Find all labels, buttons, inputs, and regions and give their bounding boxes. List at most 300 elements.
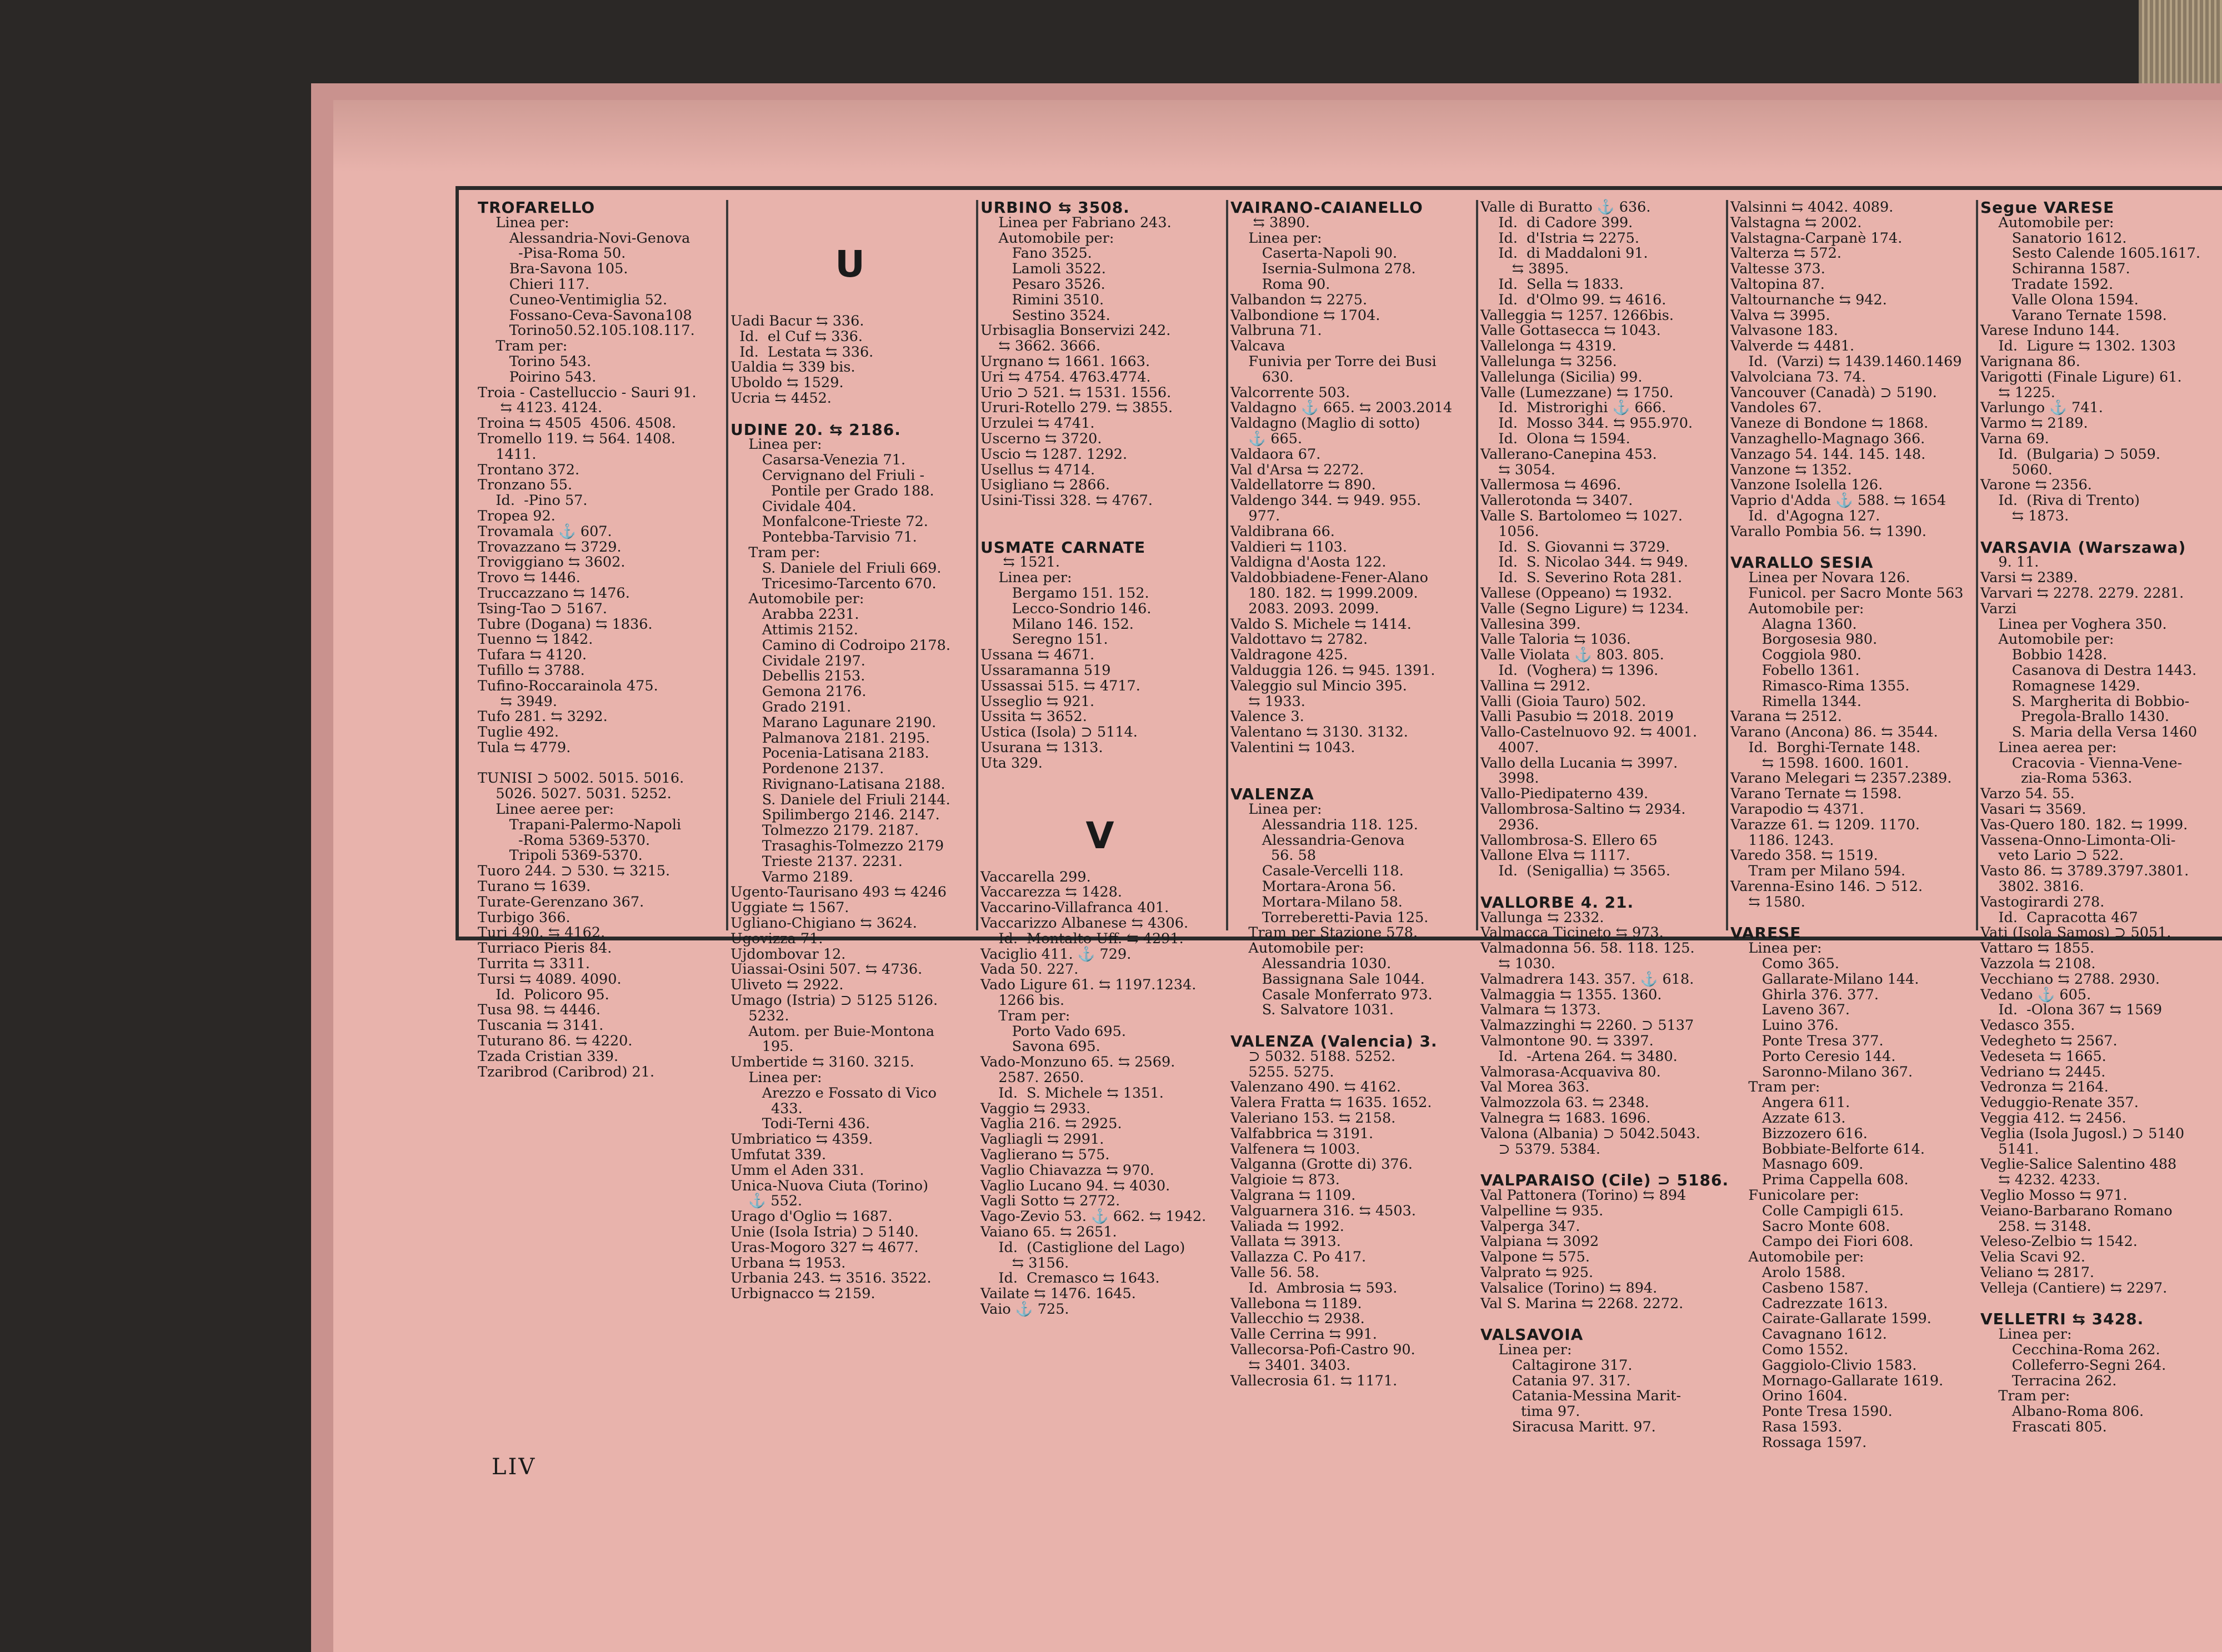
index-entry: Bobbiate-Belforte 614.: [1730, 1140, 1925, 1158]
index-entry: Valdellatorre ⇆ 890.: [1230, 477, 1376, 494]
index-entry: Vaccarella 299.: [980, 868, 1091, 885]
index-entry: 1186. 1243.: [1730, 832, 1834, 849]
index-entry: Valsalice (Torino) ⇆ 894.: [1480, 1279, 1658, 1296]
index-entry: Troviggiano ⇆ 3602.: [478, 554, 625, 571]
index-entry: Varzo 54. 55.: [1980, 785, 2075, 803]
page-number: LIV: [492, 1454, 537, 1480]
section-letter: U: [835, 243, 865, 286]
index-heading: VARSAVIA (Warszawa): [1980, 538, 2186, 557]
index-entry: Valpelline ⇆ 935.: [1480, 1202, 1604, 1219]
index-entry: Tufillo ⇆ 3788.: [478, 662, 585, 679]
index-entry: 3998.: [1480, 770, 1539, 787]
index-entry: Tradate 1592.: [1980, 276, 2114, 293]
index-heading: URBINO ⇆ 3508.: [980, 198, 1130, 217]
index-entry: Vallo della Lucania ⇆ 3997.: [1480, 754, 1678, 772]
index-entry: Trasaghis-Tolmezzo 2179: [730, 838, 944, 855]
index-entry: Truccazzano ⇆ 1476.: [478, 584, 630, 602]
index-entry: Urbisaglia Bonservizi 242.: [980, 322, 1171, 339]
index-entry: Chieri 117.: [478, 276, 590, 293]
index-entry: Automobile per:: [1230, 940, 1364, 957]
index-entry: Vassena-Onno-Limonta-Oli-: [1980, 832, 2176, 849]
index-entry: ⇆ 1521.: [980, 554, 1060, 571]
index-entry: Veiano-Barbarano Romano: [1980, 1202, 2173, 1219]
index-entry: Pontebba-Tarvisio 71.: [730, 529, 917, 546]
index-entry: Umbertide ⇆ 3160. 3215.: [730, 1054, 914, 1071]
index-entry: Vaccarino-Villafranca 401.: [980, 899, 1169, 917]
index-entry: Tufo 281. ⇆ 3292.: [478, 708, 608, 725]
index-entry: Veleso-Zelbio ⇆ 1542.: [1980, 1233, 2138, 1250]
index-entry: Roma 90.: [1230, 276, 1330, 293]
index-entry: Valnegra ⇆ 1683. 1696.: [1480, 1110, 1651, 1127]
index-entry: Caltagirone 317.: [1480, 1356, 1633, 1374]
index-heading: VALLORBE 4. 21.: [1480, 893, 1634, 912]
index-entry: Id. (Bulgaria) ⊃ 5059.: [1980, 445, 2161, 463]
index-entry: Id. (Varzi) ⇆ 1439.1460.1469: [1730, 353, 1962, 370]
index-entry: Varana ⇆ 2512.: [1730, 708, 1842, 725]
index-entry: Uscerno ⇆ 3720.: [980, 430, 1102, 447]
index-entry: Id. Mistrorighi ⚓ 666.: [1480, 399, 1666, 417]
index-entry: Todi-Terni 436.: [730, 1115, 870, 1133]
index-entry: 433.: [730, 1100, 803, 1117]
index-entry: Valle Cerrina ⇆ 991.: [1230, 1326, 1377, 1343]
index-entry: Linee aeree per:: [478, 801, 614, 818]
index-entry: [1480, 1157, 1719, 1173]
index-entry: Id. di Maddaloni 91.: [1480, 245, 1648, 262]
index-entry: Velleja (Cantiere) ⇆ 2297.: [1980, 1279, 2168, 1296]
index-entry: Vattaro ⇆ 1855.: [1980, 940, 2095, 957]
index-entry: [1980, 1296, 2219, 1312]
index-entry: Vaccarezza ⇆ 1428.: [980, 884, 1122, 901]
index-entry: [980, 787, 1219, 802]
index-entry: Linea aerea per:: [1980, 739, 2117, 756]
index-entry: Rimella 1344.: [1730, 693, 1861, 710]
index-entry: Tuturano 86. ⇆ 4220.: [478, 1033, 633, 1050]
index-entry: Tram per:: [730, 544, 820, 561]
index-entry: 1056.: [1480, 523, 1539, 540]
index-entry: Usurana ⇆ 1313.: [980, 739, 1103, 756]
index-entry: 5141.: [1980, 1140, 2039, 1158]
index-column-3: [980, 198, 1219, 1318]
index-entry: Valguarnera 316. ⇆ 4503.: [1230, 1202, 1416, 1219]
index-entry: Seregno 151.: [980, 631, 1108, 648]
index-entry: Uggiate ⇆ 1567.: [730, 899, 849, 917]
index-column-5: [1480, 199, 1729, 1435]
index-entry: Vasto 86. ⇆ 3789.3797.3801.: [1980, 863, 2189, 880]
index-entry: Valleggia ⇆ 1257. 1266bis.: [1480, 307, 1674, 324]
index-entry: Id. d'Agogna 127.: [1730, 507, 1880, 524]
index-entry: Vallerotonda ⇆ 3407.: [1480, 492, 1633, 509]
index-entry: Troina ⇆ 4505 4506. 4508.: [478, 415, 677, 432]
index-entry: 56. 58: [1230, 847, 1317, 864]
index-entry: Valmorasa-Acquaviva 80.: [1480, 1063, 1661, 1080]
index-entry: Id. Sella ⇆ 1833.: [1480, 276, 1624, 293]
index-entry: Id. (Castiglione del Lago): [980, 1239, 1185, 1256]
index-entry: Trontano 372.: [478, 461, 580, 478]
index-entry: Vedano ⚓ 605.: [1980, 986, 2091, 1003]
index-entry: Tufino-Roccarainola 475.: [478, 677, 658, 694]
index-entry: Valprato ⇆ 925.: [1480, 1264, 1594, 1281]
index-entry: Tufara ⇆ 4120.: [478, 647, 587, 664]
index-entry: Trieste 2137. 2231.: [730, 853, 903, 870]
index-entry: Urago d'Oglio ⇆ 1687.: [730, 1208, 893, 1225]
index-entry: Veggia 412. ⇆ 2456.: [1980, 1110, 2126, 1127]
index-entry: [1230, 771, 1469, 787]
index-entry: Valtournanche ⇆ 942.: [1730, 291, 1887, 308]
index-entry: [1480, 879, 1719, 895]
index-entry: Usini-Tissi 328. ⇆ 4767.: [980, 492, 1153, 509]
index-entry: Fossano-Ceva-Savona108: [478, 307, 692, 324]
index-entry: Tromello 119. ⇆ 564. 1408.: [478, 430, 675, 447]
index-entry: Tricesimo-Tarcento 670.: [730, 575, 937, 592]
index-entry: Vallerano-Canepina 453.: [1480, 445, 1657, 463]
index-entry: Sesto Calende 1605.1617.: [1980, 245, 2200, 262]
column-separator: [726, 200, 728, 930]
index-entry: Cavagnano 1612.: [1730, 1326, 1887, 1343]
index-entry: Colleferro-Segni 264.: [1980, 1356, 2166, 1374]
index-entry: Vallecrosia 61. ⇆ 1171.: [1230, 1372, 1398, 1389]
index-entry: Cecchina-Roma 262.: [1980, 1341, 2160, 1358]
index-entry: Umago (Istria) ⊃ 5125 5126.: [730, 992, 938, 1009]
index-entry: Grado 2191.: [730, 698, 852, 715]
index-entry: zia-Roma 5363.: [1980, 770, 2133, 787]
index-entry: Trovazzano ⇆ 3729.: [478, 538, 622, 555]
index-entry: Caserta-Napoli 90.: [1230, 245, 1398, 262]
index-entry: Valli Pasubio ⇆ 2018. 2019: [1480, 708, 1674, 725]
index-entry: Uri ⇆ 4754. 4763.4774.: [980, 368, 1151, 386]
index-entry: Vallese (Oppeano) ⇆ 1932.: [1480, 584, 1673, 602]
index-entry: Savona 695.: [980, 1038, 1100, 1055]
index-entry: Tursi ⇆ 4089. 4090.: [478, 970, 622, 988]
index-entry: Vancouver (Canadà) ⊃ 5190.: [1730, 384, 1937, 401]
index-entry: Varigotti (Finale Ligure) 61.: [1980, 368, 2182, 386]
index-entry: Urbania 243. ⇆ 3516. 3522.: [730, 1270, 932, 1287]
column-separator: [1726, 200, 1728, 930]
index-entry: Valona (Albania) ⊃ 5042.5043.: [1480, 1125, 1700, 1142]
index-entry: Monfalcone-Trieste 72.: [730, 513, 928, 530]
index-entry: Alessandria 118. 125.: [1230, 816, 1418, 833]
index-entry: Id. Montalto Uff. ⇆ 4291.: [980, 930, 1184, 947]
index-entry: 5232.: [730, 1007, 789, 1024]
index-entry: Valentini ⇆ 1043.: [1230, 739, 1355, 756]
index-entry: Pregola-Brallo 1430.: [1980, 708, 2169, 725]
index-entry: Veglio Mosso ⇆ 971.: [1980, 1187, 2128, 1204]
index-entry: Tram per:: [1730, 1079, 1820, 1096]
index-heading: VALSAVOIA: [1480, 1325, 1584, 1344]
index-entry: ⇆ 3401. 3403.: [1230, 1356, 1351, 1374]
index-entry: Linea per:: [1980, 1326, 2072, 1343]
index-entry: Id. S. Giovanni ⇆ 3729.: [1480, 538, 1670, 555]
index-entry: Cividale 404.: [730, 498, 857, 515]
index-entry: Vallazza C. Po 417.: [1230, 1249, 1367, 1266]
index-entry: Turate-Gerenzano 367.: [478, 893, 644, 910]
index-entry: Vallelunga ⇆ 3256.: [1480, 353, 1617, 370]
index-entry: Turriaco Pieris 84.: [478, 940, 612, 957]
index-entry: Ussana ⇆ 4671.: [980, 647, 1095, 664]
index-entry: Autom. per Buie-Montona: [730, 1023, 935, 1040]
index-entry: 2936.: [1480, 816, 1539, 833]
index-entry: Borgosesia 980.: [1730, 631, 1878, 648]
index-entry: Trovo ⇆ 1446.: [478, 569, 580, 587]
index-entry: Romagnese 1429.: [1980, 677, 2140, 694]
index-entry: Rimasco-Rima 1355.: [1730, 677, 1910, 694]
index-entry: Catania 97. 317.: [1480, 1372, 1631, 1389]
index-entry: Marano Lagunare 2190.: [730, 714, 937, 731]
index-entry: Linea per:: [1730, 940, 1822, 957]
index-entry: Id. S. Nicolao 344. ⇆ 949.: [1480, 554, 1688, 571]
index-entry: Poirino 543.: [478, 368, 597, 386]
index-entry: Azzate 613.: [1730, 1110, 1846, 1127]
index-entry: Torino 543.: [478, 353, 592, 370]
index-heading: VALENZA: [1230, 785, 1314, 804]
index-entry: Vallone Elva ⇆ 1117.: [1480, 847, 1630, 864]
index-entry: -Roma 5369-5370.: [478, 832, 650, 849]
index-entry: Id. Borghi-Ternate 148.: [1730, 739, 1921, 756]
index-entry: Vado Ligure 61. ⇆ 1197.1234.: [980, 977, 1197, 994]
index-entry: Pontile per Grado 188.: [730, 482, 934, 499]
index-entry: ⇆ 1598. 1600. 1601.: [1730, 754, 1909, 772]
index-entry: Ugliano-Chigiano ⇆ 3624.: [730, 915, 917, 932]
index-entry: [980, 524, 1219, 540]
index-entry: Automobile per:: [1980, 631, 2114, 648]
index-entry: Valbandon ⇆ 2275.: [1230, 291, 1368, 308]
index-entry: Rivignano-Latisana 2188.: [730, 775, 945, 793]
index-entry: 2083. 2093. 2099.: [1230, 600, 1379, 617]
index-entry: ⇆ 3054.: [1480, 461, 1555, 478]
column-separator: [1476, 200, 1478, 930]
index-entry: Valtesse 373.: [1730, 261, 1825, 278]
index-entry: Valle (Lumezzane) ⇆ 1750.: [1480, 384, 1674, 401]
index-entry: Vanzago 54. 144. 145. 148.: [1730, 445, 1926, 463]
index-entry: Valdagno ⚓ 665. ⇆ 2003.2014: [1230, 399, 1453, 417]
index-entry: Id. -Olona 367 ⇆ 1569: [1980, 1002, 2163, 1019]
index-entry: Ghirla 376. 377.: [1730, 986, 1879, 1003]
index-entry: Unica-Nuova Ciuta (Torino): [730, 1177, 929, 1194]
index-entry: Vastogirardi 278.: [1980, 893, 2105, 910]
index-entry: Urgnano ⇆ 1661. 1663.: [980, 353, 1150, 370]
index-entry: Varzi: [1980, 600, 2017, 617]
index-entry: Veglia (Isola Jugosl.) ⊃ 5140: [1980, 1125, 2185, 1142]
index-entry: Valsinni ⇆ 4042. 4089.: [1730, 199, 1894, 216]
index-heading: VALENZA (Valencia) 3.: [1230, 1032, 1438, 1051]
index-entry: Masnago 609.: [1730, 1156, 1864, 1173]
index-entry: Alessandria-Novi-Genova: [478, 229, 690, 247]
index-entry: Valle S. Bartolomeo ⇆ 1027.: [1480, 507, 1683, 524]
index-entry: 2587. 2650.: [980, 1069, 1084, 1087]
index-entry: S. Daniele del Friuli 669.: [730, 559, 942, 577]
index-entry: [730, 298, 969, 314]
index-entry: Valdobbiadene-Fener-Alano: [1230, 569, 1428, 587]
index-entry: Tripoli 5369-5370.: [478, 847, 643, 864]
index-entry: Val d'Arsa ⇆ 2272.: [1230, 461, 1364, 478]
index-entry: Valgrana ⇆ 1109.: [1230, 1187, 1356, 1204]
index-entry: Valence 3.: [1230, 708, 1304, 725]
index-entry: Troia - Castelluccio - Sauri 91.: [478, 384, 697, 401]
index-entry: Cuneo-Ventimiglia 52.: [478, 291, 668, 308]
index-entry: Varsi ⇆ 2389.: [1980, 569, 2078, 587]
index-entry: Como 1552.: [1730, 1341, 1849, 1358]
index-entry: Vagliagli ⇆ 2991.: [980, 1131, 1104, 1148]
index-entry: Vallo-Piedipaterno 439.: [1480, 785, 1649, 803]
index-entry: Varone ⇆ 2356.: [1980, 477, 2092, 494]
index-entry: Vaglio Chiavazza ⇆ 970.: [980, 1162, 1154, 1179]
index-entry: Tzaribrod (Caribrod) 21.: [478, 1063, 655, 1080]
index-entry: Valdigna d'Aosta 122.: [1230, 554, 1387, 571]
index-entry: Valentano ⇆ 3130. 3132.: [1230, 724, 1408, 741]
index-entry: Varna 69.: [1980, 430, 2049, 447]
index-entry: Ponte Tresa 1590.: [1730, 1403, 1893, 1420]
index-entry: Varlungo ⚓ 741.: [1980, 399, 2103, 417]
index-entry: Tropea 92.: [478, 507, 556, 524]
index-entry: Porto Ceresio 144.: [1730, 1048, 1896, 1065]
index-entry: Valpone ⇆ 575.: [1480, 1249, 1590, 1266]
index-entry: Valgioie ⇆ 873.: [1230, 1172, 1340, 1189]
index-entry: Coggiola 980.: [1730, 647, 1861, 664]
index-entry: Vado-Monzuno 65. ⇆ 2569.: [980, 1054, 1175, 1071]
index-entry: Id. Capracotta 467: [1980, 909, 2138, 926]
index-entry: [1730, 910, 1969, 926]
index-entry: Valle di Buratto ⚓ 636.: [1480, 199, 1651, 216]
index-entry: Linea per:: [1480, 1341, 1572, 1358]
index-entry: Ualdia ⇆ 339 bis.: [730, 359, 855, 376]
index-entry: Uras-Mogoro 327 ⇆ 4677.: [730, 1239, 919, 1256]
index-entry: Linea per Novara 126.: [1730, 569, 1910, 587]
index-entry: Veduggio-Renate 357.: [1980, 1094, 2139, 1112]
index-entry: Saronno-Milano 367.: [1730, 1063, 1913, 1080]
index-entry: Id. di Cadore 399.: [1480, 214, 1633, 231]
index-entry: Valenzano 490. ⇆ 4162.: [1230, 1079, 1401, 1096]
index-entry: Veliano ⇆ 2817.: [1980, 1264, 2095, 1281]
index-entry: Varedo 358. ⇆ 1519.: [1730, 847, 1878, 864]
index-entry: Lamoli 3522.: [980, 261, 1106, 278]
index-entry: Varano (Ancona) 86. ⇆ 3544.: [1730, 724, 1938, 741]
index-entry: Id. -Artena 264. ⇆ 3480.: [1480, 1048, 1678, 1065]
index-entry: Mornago-Gallarate 1619.: [1730, 1372, 1944, 1389]
index-entry: Colle Campigli 615.: [1730, 1202, 1904, 1219]
index-entry: Bizzozero 616.: [1730, 1125, 1868, 1142]
index-entry: Casale Monferrato 973.: [1230, 986, 1433, 1003]
index-entry: Valmazzinghi ⇆ 2260. ⊃ 5137: [1480, 1017, 1694, 1034]
index-entry: Valdragone 425.: [1230, 647, 1348, 664]
index-entry: Spilimbergo 2146. 2147.: [730, 807, 940, 824]
index-entry: Vandoles 67.: [1730, 399, 1822, 417]
index-entry: Tram per:: [1980, 1388, 2070, 1405]
index-entry: Vallombrosa-Saltino ⇆ 2934.: [1480, 801, 1686, 818]
index-entry: Palmanova 2181. 2195.: [730, 729, 930, 747]
index-entry: Vaggio ⇆ 2933.: [980, 1100, 1091, 1117]
index-entry: Valperga 347.: [1480, 1218, 1580, 1235]
index-entry: [1980, 524, 2219, 540]
index-entry: Linea per:: [730, 1069, 822, 1087]
index-entry: tima 97.: [1480, 1403, 1580, 1420]
index-entry: Cairate-Gallarate 1599.: [1730, 1310, 1931, 1328]
index-entry: Vas-Quero 180. 182. ⇆ 1999.: [1980, 816, 2188, 833]
index-entry: Gaggiolo-Clivio 1583.: [1730, 1356, 1917, 1374]
index-entry: Vanzaghello-Magnago 366.: [1730, 430, 1925, 447]
index-entry: Bassignana Sale 1044.: [1230, 970, 1425, 988]
index-entry: Ussaramanna 519: [980, 662, 1111, 679]
index-entry: Sacro Monte 608.: [1730, 1218, 1890, 1235]
index-entry: Sestino 3524.: [980, 307, 1110, 324]
index-entry: Alessandria-Genova: [1230, 832, 1405, 849]
index-entry: ⚓ 665.: [1230, 430, 1303, 447]
index-entry: Vallelonga ⇆ 4319.: [1480, 338, 1617, 355]
index-entry: Mortara-Milano 58.: [1230, 893, 1403, 910]
index-entry: Umm el Aden 331.: [730, 1162, 864, 1179]
index-entry: Ustica (Isola) ⊃ 5114.: [980, 724, 1138, 741]
index-entry: Attimis 2152.: [730, 621, 858, 638]
index-entry: ⇆ 1933.: [1230, 693, 1305, 710]
index-entry: Vaglia 216. ⇆ 2925.: [980, 1115, 1122, 1133]
index-entry: Valle Olona 1594.: [1980, 291, 2139, 308]
index-entry: Uboldo ⇆ 1529.: [730, 374, 844, 392]
index-entry: Gallarate-Milano 144.: [1730, 970, 1919, 988]
index-entry: Casanova di Destra 1443.: [1980, 662, 2197, 679]
index-entry: 1411.: [478, 445, 537, 463]
index-entry: ⇆ 1030.: [1480, 955, 1555, 973]
index-entry: Id. Ligure ⇆ 1302. 1303: [1980, 338, 2176, 355]
index-entry: Rossaga 1597.: [1730, 1434, 1867, 1451]
index-entry: Valbondione ⇆ 1704.: [1230, 307, 1380, 324]
index-entry: -Pisa-Roma 50.: [478, 245, 626, 262]
index-entry: Tula ⇆ 4779.: [478, 739, 571, 756]
index-entry: Valganna (Grotte di) 376.: [1230, 1156, 1413, 1173]
index-entry: Linea per:: [980, 569, 1072, 587]
index-entry: Catania-Messina Marit-: [1480, 1388, 1681, 1405]
index-entry: Pocenia-Latisana 2183.: [730, 745, 929, 762]
index-entry: Val Morea 363.: [1480, 1079, 1590, 1096]
index-entry: Valva ⇆ 3995.: [1730, 307, 1830, 324]
index-entry: Vallelunga (Sicilia) 99.: [1480, 368, 1643, 386]
index-heading: Segue VARESE: [1980, 198, 2115, 217]
index-column-6: [1730, 199, 1969, 1451]
index-entry: 9. 11.: [1980, 554, 2039, 571]
index-entry: 1266 bis.: [980, 992, 1065, 1009]
index-entry: [478, 756, 717, 772]
index-heading: VARESE: [1730, 924, 1801, 943]
index-entry: Valterza ⇆ 572.: [1730, 245, 1841, 262]
index-entry: Id. (Senigallia) ⇆ 3565.: [1480, 863, 1670, 880]
index-entry: Tram per Milano 594.: [1730, 863, 1906, 880]
index-entry: Vallesina 399.: [1480, 615, 1581, 633]
index-entry: Luino 376.: [1730, 1017, 1839, 1034]
index-heading: USMATE CARNATE: [980, 538, 1146, 557]
index-entry: Vallata ⇆ 3913.: [1230, 1233, 1341, 1250]
index-entry: Pesaro 3526.: [980, 276, 1105, 293]
index-entry: Turbigo 366.: [478, 909, 570, 926]
index-entry: Fobello 1361.: [1730, 662, 1860, 679]
index-entry: Vallermosa ⇆ 4696.: [1480, 477, 1622, 494]
index-entry: Casbeno 1587.: [1730, 1279, 1869, 1296]
index-entry: Ugento-Taurisano 493 ⇆ 4246: [730, 884, 947, 901]
index-entry: Tram per:: [980, 1007, 1070, 1024]
index-entry: Gemona 2176.: [730, 683, 867, 700]
index-entry: Uiassai-Osini 507. ⇆ 4736.: [730, 961, 923, 978]
index-entry: Valdibrana 66.: [1230, 523, 1335, 540]
index-entry: S. Daniele del Friuli 2144.: [730, 791, 950, 808]
index-entry: Vedriano ⇆ 2445.: [1980, 1063, 2106, 1080]
index-entry: Id. Olona ⇆ 1594.: [1480, 430, 1630, 447]
index-entry: S. Salvatore 1031.: [1230, 1002, 1394, 1019]
index-entry: Ugovizza 71.: [730, 930, 823, 947]
index-entry: Varese Induno 144.: [1980, 322, 2120, 339]
index-entry: Arolo 1588.: [1730, 1264, 1846, 1281]
index-heading: VALPARAISO (Cile) ⊃ 5186.: [1480, 1171, 1729, 1190]
index-entry: Val Pattonera (Torino) ⇆ 894: [1480, 1187, 1686, 1204]
index-entry: Milano 146. 152.: [980, 615, 1134, 633]
index-entry: Vaio ⚓ 725.: [980, 1300, 1069, 1318]
index-entry: Varvari ⇆ 2278. 2279. 2281.: [1980, 584, 2184, 602]
index-entry: Id. Mosso 344. ⇆ 955.970.: [1480, 415, 1693, 432]
